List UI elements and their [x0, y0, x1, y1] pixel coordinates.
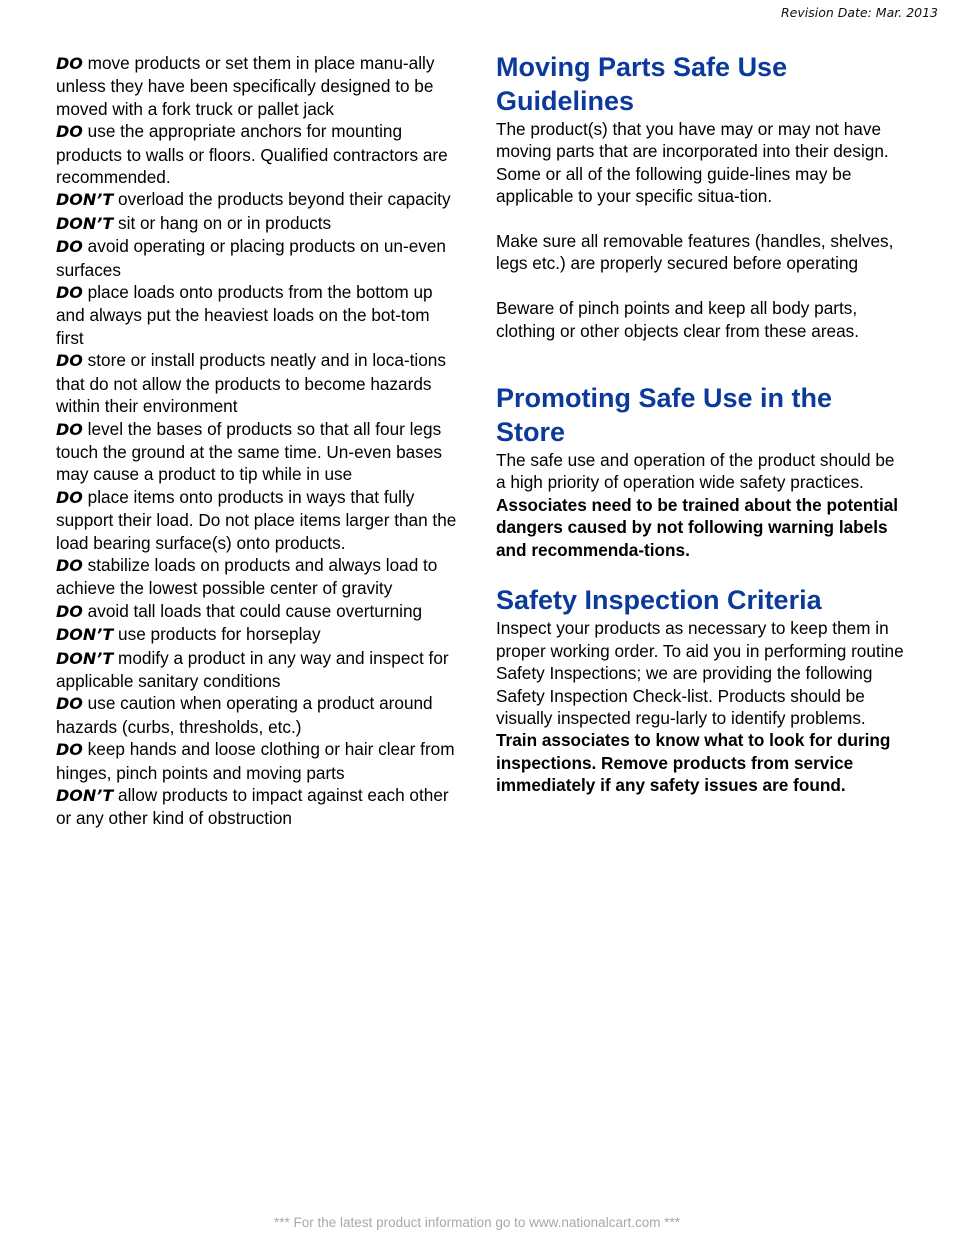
rule-keyword: DON’T — [56, 625, 114, 645]
rule-text: use the appropriate anchors for mounting products to walls or floors. Qualified contractors are recommended. — [56, 121, 448, 188]
rule-keyword: DO — [56, 487, 83, 507]
footer-note: *** For the latest product information go to www.nationalcart.com *** — [274, 1215, 680, 1230]
paragraph-spacer — [496, 208, 904, 230]
rule-text: keep hands and loose clothing or hair clear from hinges, pinch points and moving parts — [56, 739, 455, 783]
moving-parts-heading: Moving Parts Safe Use Guidelines — [496, 52, 788, 116]
rule-keyword: DO — [56, 351, 83, 371]
inspection-section — [496, 583, 904, 796]
rule-text: level the bases of products so that all four legs touch the ground at the same time. Un-even bases may cause a product to tip while in use — [56, 418, 442, 485]
rule-item — [56, 418, 462, 486]
promoting-body — [496, 449, 904, 561]
rule-keyword: DO — [56, 694, 83, 714]
rule-text: stabilize loads on products and always load to achieve the lowest possible center of gravity — [56, 554, 438, 599]
rule-text: allow products to impact against each other or any other kind of obstruction — [56, 785, 449, 829]
rule-item — [56, 212, 462, 235]
rule-text: place items onto products in ways that fully support their load. Do not place items larger than the load bearing surface(s) onto products. — [56, 486, 457, 553]
section-spacer — [496, 342, 904, 381]
moving-parts-pinch: Beware of pinch points and keep all body parts, clothing or other objects clear from these areas. — [496, 298, 860, 341]
inspection-body — [496, 617, 904, 796]
rule-text: avoid operating or placing products on un-even surfaces — [56, 236, 446, 280]
rule-item — [56, 738, 462, 784]
promoting-heading: Promoting Safe Use in the Store — [496, 383, 833, 448]
rule-text: use caution when operating a product around hazards (curbs, thresholds, etc.) — [56, 693, 433, 737]
rule-text: sit or hang on or in products — [113, 212, 332, 233]
rule-item — [56, 52, 462, 120]
rule-keyword: DO — [56, 419, 83, 439]
rule-text: use products for horseplay — [113, 624, 321, 645]
revision-date: Revision Date: Mar. 2013 — [780, 5, 938, 20]
rule-keyword: DO — [56, 601, 83, 621]
rule-text: modify a product in any way and inspect for applicable sanitary conditions — [56, 647, 449, 691]
rule-text: overload the products beyond their capacity — [113, 189, 451, 210]
rule-text: store or install products neatly and in loca-tions that do not allow the products to become hazards within their environment — [56, 350, 446, 417]
rule-item — [56, 647, 462, 693]
rule-keyword: DO — [56, 740, 83, 760]
rule-item — [56, 623, 462, 646]
rule-keyword: DON’T — [56, 213, 114, 233]
rule-item — [56, 120, 462, 188]
rule-keyword: DO — [56, 122, 83, 142]
rule-keyword: DON’T — [56, 190, 114, 210]
rule-text: move products or set them in place manu-ally unless they have been specifically designed to be moved with a fork truck or pallet jack — [56, 53, 435, 119]
rule-item — [56, 281, 462, 349]
rule-item — [56, 784, 462, 830]
rule-keyword: DO — [56, 54, 83, 73]
rule-item — [56, 188, 462, 211]
inspection-text: Inspect your products as necessary to keep them in proper working order. To aid you in performing routine Safety Inspections; we are providing the following Safety Inspection Check-list. Products should be visually inspected regu-larly to identify problems. — [496, 618, 904, 729]
rule-item — [56, 486, 462, 554]
rule-keyword: DON’T — [56, 648, 114, 668]
paragraph-spacer — [496, 275, 904, 297]
rule-keyword: DON’T — [56, 786, 114, 805]
rule-item — [56, 600, 462, 623]
guidelines-column — [496, 50, 904, 797]
rule-item — [56, 235, 462, 281]
rule-item — [56, 554, 462, 600]
section-spacer — [496, 561, 904, 583]
promoting-text: The safe use and operation of the product should be a high priority of operation wide safety practices. — [496, 450, 895, 493]
inspection-bold-text: Train associates to know what to look for during inspections. Remove products from service immediately if any safety issues are found. — [496, 730, 891, 796]
moving-parts-secure: Make sure all removable features (handles, shelves, legs etc.) are properly secured before operating — [496, 231, 894, 274]
inspection-heading: Safety Inspection Criteria — [496, 585, 822, 616]
safety-rules-list — [56, 52, 462, 830]
rule-keyword: DO — [56, 555, 83, 575]
rule-item — [56, 349, 462, 417]
rule-text: avoid tall loads that could cause overturning — [82, 600, 423, 621]
moving-parts-intro: The product(s) that you have may or may not have moving parts that are incorporated into their design. Some or all of the following guide-lines may be applicable to your specific situa-tion. — [496, 119, 889, 207]
promoting-bold-text: Associates need to be trained about the potential dangers caused by not following warning labels and recommenda-tions. — [496, 494, 899, 560]
rule-keyword: DO — [56, 237, 83, 257]
moving-parts-section — [496, 50, 904, 342]
rule-item — [56, 692, 462, 738]
rule-keyword: DO — [56, 283, 83, 303]
rule-text: place loads onto products from the bottom up and always put the heaviest loads on the bot-tom first — [56, 282, 433, 348]
promoting-section — [496, 381, 904, 561]
